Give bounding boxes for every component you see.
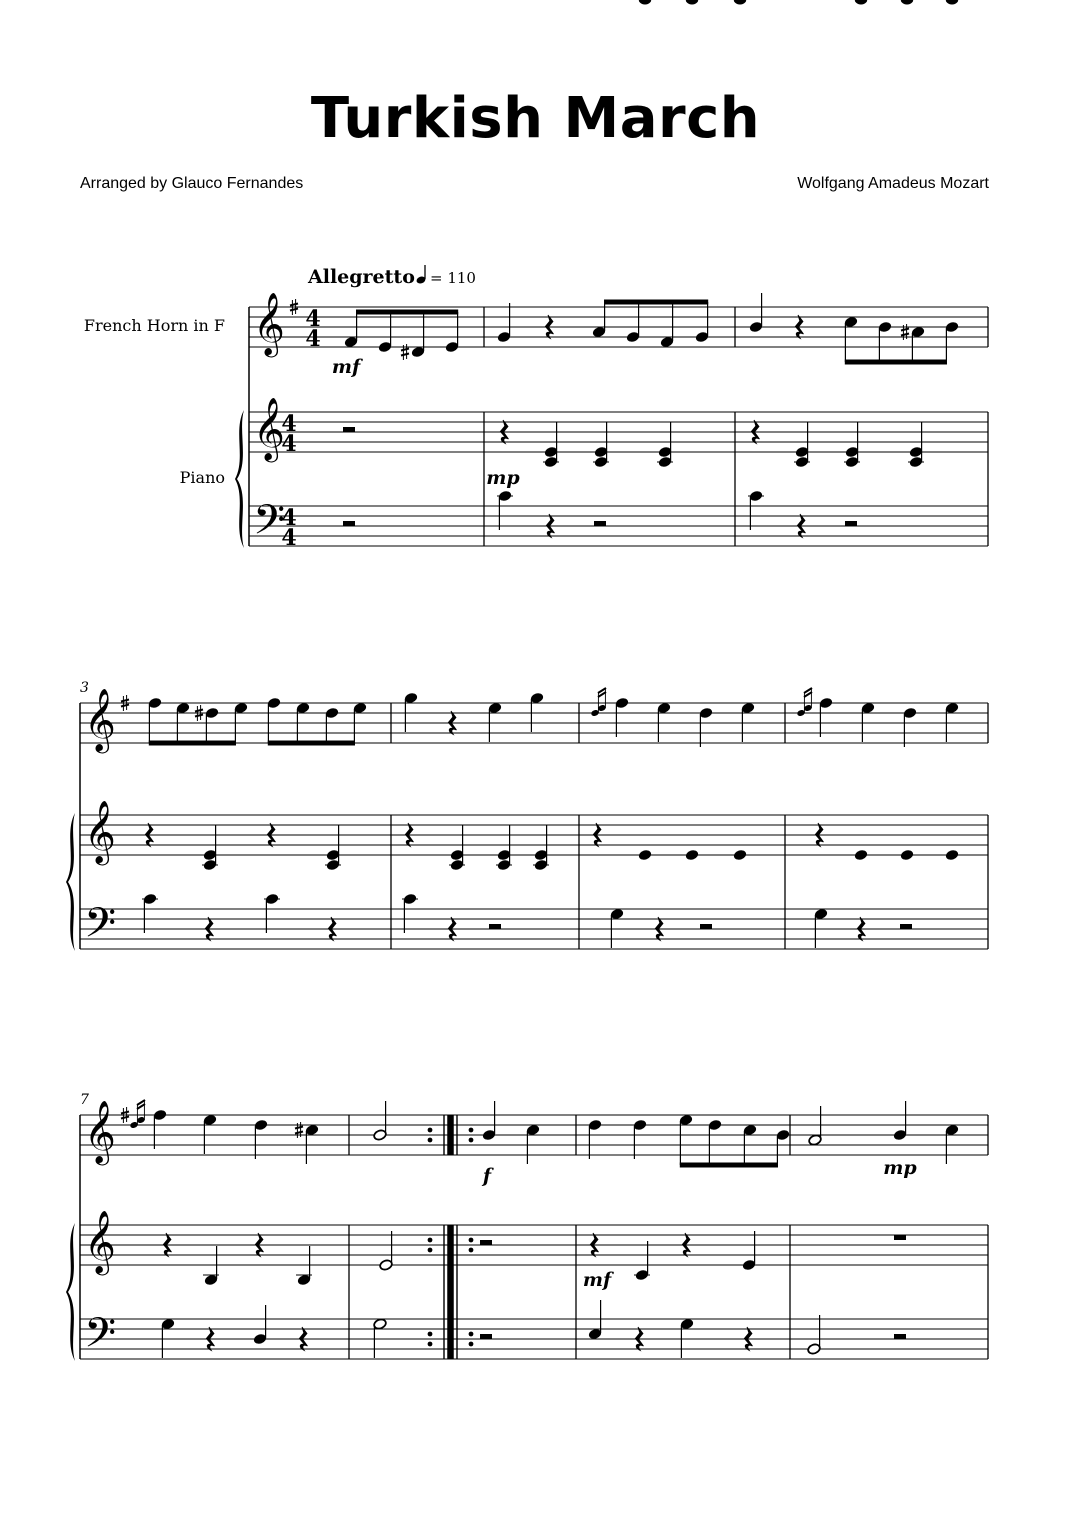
instrument-piano: Piano	[179, 468, 225, 487]
half-rest	[845, 521, 857, 526]
staff	[80, 1319, 988, 1359]
notehead	[861, 702, 875, 714]
notehead	[911, 326, 925, 338]
arranger-credit: Arranged by Glauco Fernandes	[80, 175, 304, 192]
repeat-dot	[469, 1128, 474, 1133]
notehead	[305, 1124, 319, 1136]
notehead	[445, 341, 459, 353]
notehead	[776, 1129, 790, 1141]
tempo-value: = 110	[430, 269, 476, 287]
notehead	[482, 1129, 496, 1141]
sharp-icon	[295, 1122, 303, 1138]
notehead	[534, 859, 548, 871]
notehead	[204, 1274, 218, 1286]
treble-clef-icon: 𝄞	[253, 292, 285, 355]
notehead	[795, 446, 809, 458]
notehead	[845, 446, 859, 458]
half-rest	[480, 1240, 492, 1245]
notehead	[685, 849, 699, 861]
half-rest	[894, 1334, 906, 1339]
bass-clef-icon: 𝄢	[84, 1309, 117, 1367]
notehead	[594, 446, 608, 458]
notehead	[594, 456, 608, 468]
notehead	[734, 0, 746, 4]
tempo-note-icon	[416, 265, 427, 285]
repeat-dot	[428, 1238, 433, 1243]
notehead	[373, 1129, 387, 1141]
notehead	[945, 321, 959, 333]
notehead	[234, 702, 248, 714]
notehead	[534, 849, 548, 861]
time-signature-bottom: 4	[281, 525, 297, 551]
repeat-dot	[428, 1332, 433, 1337]
measure-number: 3	[80, 680, 89, 696]
bass-clef-icon: 𝄢	[253, 496, 286, 554]
notehead	[297, 1274, 311, 1286]
notehead	[203, 1114, 217, 1126]
notehead	[267, 697, 281, 709]
notehead	[909, 446, 923, 458]
measure-number: 7	[80, 1092, 89, 1108]
tempo-marking: Allegretto	[308, 266, 415, 288]
notehead	[588, 1119, 602, 1131]
notehead	[450, 859, 464, 871]
repeat-dot	[469, 1332, 474, 1337]
notehead	[592, 326, 606, 338]
notehead	[658, 456, 672, 468]
half-rest	[343, 521, 355, 526]
notehead	[498, 490, 512, 502]
dynamic-marking: mf	[582, 1269, 612, 1291]
notehead	[143, 893, 157, 905]
notehead	[893, 1129, 907, 1141]
staff	[249, 506, 988, 546]
treble-clef-icon: 𝄞	[253, 397, 285, 460]
notehead	[296, 702, 310, 714]
notehead	[945, 1124, 959, 1136]
notehead	[900, 849, 914, 861]
notehead	[658, 446, 672, 458]
dynamic-marking: mp	[486, 467, 520, 489]
notehead	[945, 849, 959, 861]
score-title: Turkish March	[310, 86, 761, 151]
composer-credit: Wolfgang Amadeus Mozart	[797, 175, 989, 192]
notehead	[325, 707, 339, 719]
time-signature-bottom: 4	[281, 431, 297, 457]
whole-rest	[894, 1235, 906, 1240]
notehead	[254, 1119, 268, 1131]
notehead	[945, 702, 959, 714]
dynamic-marking: mp	[883, 1157, 917, 1179]
notehead	[807, 1343, 821, 1355]
notehead	[203, 849, 217, 861]
notehead	[639, 0, 651, 4]
notehead	[588, 1328, 602, 1340]
time-signature-bottom: 4	[305, 326, 321, 352]
repeat-dot	[469, 1248, 474, 1253]
dynamic-marking: mf	[331, 356, 361, 378]
notehead	[909, 456, 923, 468]
notehead	[854, 849, 868, 861]
staff	[80, 909, 988, 949]
notehead	[686, 0, 698, 4]
notehead	[497, 331, 511, 343]
notehead	[326, 849, 340, 861]
notehead	[749, 490, 763, 502]
notehead	[814, 908, 828, 920]
dynamic-marking: f	[482, 1165, 492, 1187]
treble-clef-icon: 𝄞	[84, 800, 116, 863]
notehead	[660, 336, 674, 348]
piano-brace-icon	[235, 410, 244, 548]
piano-brace-icon	[66, 813, 75, 951]
notehead	[626, 331, 640, 343]
staff	[249, 412, 988, 452]
notehead	[497, 859, 511, 871]
notation	[66, 0, 988, 1367]
sharp-icon	[401, 344, 409, 360]
notehead	[878, 321, 892, 333]
repeat-dot	[428, 1128, 433, 1133]
time-signature-top: 4	[281, 411, 297, 437]
notehead	[379, 1259, 393, 1271]
time-signature-top: 4	[281, 505, 297, 531]
repeat-dot	[428, 1342, 433, 1347]
notehead	[497, 849, 511, 861]
repeat-dot	[469, 1238, 474, 1243]
notehead	[373, 1318, 387, 1330]
time-signature-top: 4	[305, 306, 321, 332]
bass-clef-icon: 𝄢	[84, 899, 117, 957]
notehead	[633, 1119, 647, 1131]
notehead	[901, 0, 913, 4]
half-rest	[900, 924, 912, 929]
staff	[80, 1115, 988, 1155]
notehead	[403, 893, 417, 905]
notehead	[488, 702, 502, 714]
notehead	[153, 1109, 167, 1121]
sharp-icon	[901, 324, 909, 340]
notehead	[530, 692, 544, 704]
notehead	[378, 341, 392, 353]
treble-clef-icon: 𝄞	[84, 1100, 116, 1163]
notehead	[615, 697, 629, 709]
notehead	[635, 1269, 649, 1281]
notehead	[176, 702, 190, 714]
repeat-dot	[428, 1138, 433, 1143]
piano-brace-icon	[66, 1223, 75, 1361]
notehead	[743, 1124, 757, 1136]
notehead	[749, 321, 763, 333]
notehead	[795, 456, 809, 468]
notehead	[544, 456, 558, 468]
notehead	[855, 0, 867, 4]
treble-clef-icon: 𝄞	[84, 688, 116, 751]
notehead	[695, 331, 709, 343]
half-rest	[700, 924, 712, 929]
instrument-horn: French Horn in F	[83, 316, 225, 335]
notehead	[526, 1124, 540, 1136]
notehead	[742, 1259, 756, 1271]
notehead	[205, 707, 219, 719]
notehead	[741, 702, 755, 714]
notehead	[161, 1318, 175, 1330]
notehead	[148, 697, 162, 709]
notehead	[819, 697, 833, 709]
treble-clef-icon: 𝄞	[84, 1210, 116, 1273]
half-rest	[489, 924, 501, 929]
notehead	[638, 849, 652, 861]
notehead	[808, 1134, 822, 1146]
notehead	[680, 1318, 694, 1330]
notehead	[946, 0, 958, 4]
notehead	[544, 446, 558, 458]
notehead	[253, 1333, 267, 1345]
notehead	[404, 692, 418, 704]
repeat-dot	[428, 1248, 433, 1253]
notehead	[610, 908, 624, 920]
notehead	[353, 702, 367, 714]
half-rest	[594, 521, 606, 526]
half-rest	[480, 1334, 492, 1339]
notehead	[844, 316, 858, 328]
notehead	[203, 859, 217, 871]
notehead	[326, 859, 340, 871]
notehead	[411, 346, 425, 358]
notehead	[265, 893, 279, 905]
notehead	[657, 702, 671, 714]
notehead	[845, 456, 859, 468]
repeat-dot	[469, 1138, 474, 1143]
repeat-dot	[469, 1342, 474, 1347]
notehead	[450, 849, 464, 861]
notehead	[699, 707, 713, 719]
notehead	[708, 1119, 722, 1131]
notehead	[903, 707, 917, 719]
notehead	[733, 849, 747, 861]
notehead	[344, 336, 358, 348]
half-rest	[343, 427, 355, 432]
notehead	[679, 1114, 693, 1126]
